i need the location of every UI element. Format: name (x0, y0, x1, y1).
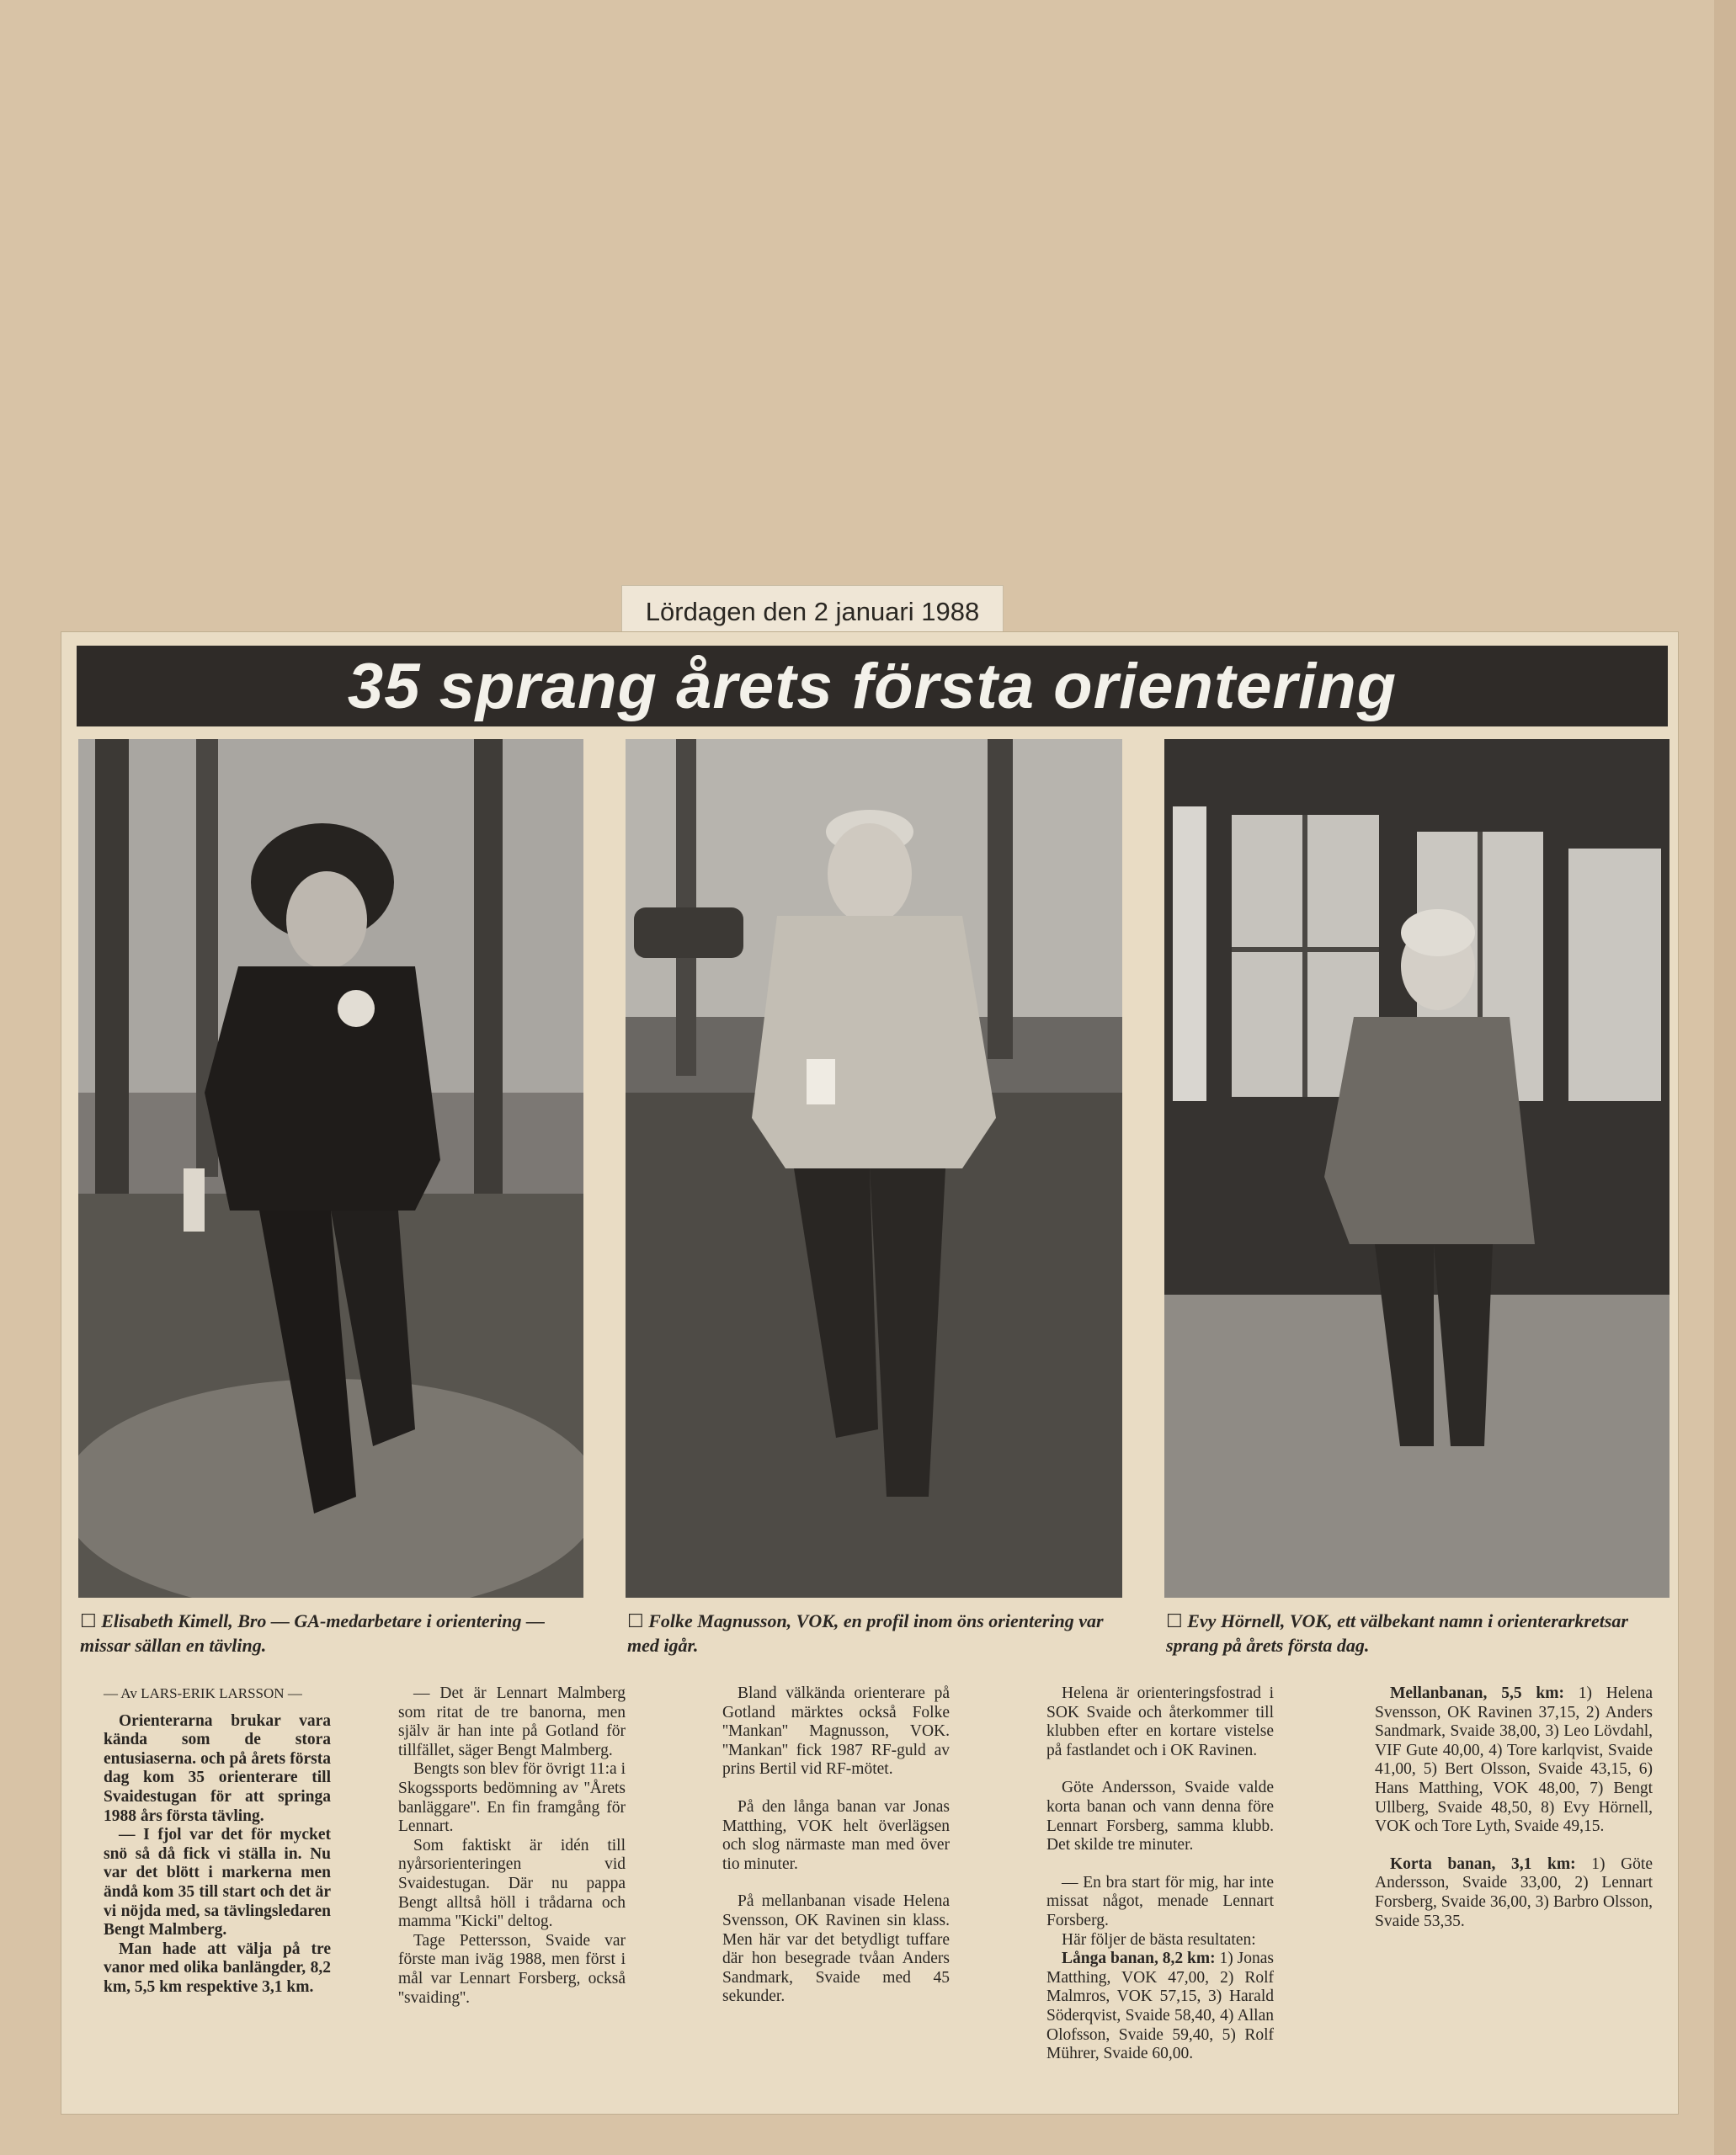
article-paragraph: Tage Pettersson, Svaide var förste man iväg 1988, men först i mål var Lennart Forsberg, också ''svaiding''. (398, 1931, 626, 2007)
article-paragraph: Man hade att välja på tre vanor med olika banlängder, 8,2 km, 5,5 km respektive 3,1 km. (104, 1940, 331, 1996)
byline: — Av LARS-ERIK LARSSON — (104, 1685, 302, 1701)
results-mid-text: 1) Helena Svensson, OK Ravinen 37,15, 2) Anders Sandmark, Svaide 38,00, 3) Leo Lövdahl, VIF Gute 40,00, 4) Tore karlqvist, Svaide 41,00, 5) Bert Olsson, Svaide 43,15, 6) Hans Matthing, VOK 48,00, 7) Bengt Ullberg, Svaide 48,50, 8) Evy Hörnell, VOK och Tore Lyth, Svaide 49,15. (1375, 1684, 1653, 1836)
article-paragraph: Orienterarna brukar vara kända som de stora entusiaserna. och på årets första dag kom 35 orienterare till Svaidestugan för att springa 1988 års första tävling. (104, 1711, 331, 1825)
caption-photo-1 (80, 1609, 585, 1657)
photo-runner-man (626, 739, 1122, 1598)
results-mid-label: Mellanbanan, 5,5 km: (1390, 1684, 1564, 1702)
date-clipping: Lördagen den 2 januari 1988 (621, 585, 1004, 639)
article-paragraph: På mellanbanan visade Helena Svensson, OK Ravinen sin klass. Men här var det betydligt tuffare där hon besegrade tvåan Anders Sandmark, Svaide med 45 sekunder. (722, 1892, 950, 2006)
article-column-5 (1375, 1684, 1653, 1950)
photo-runner-woman-2 (1164, 739, 1669, 1598)
scrapbook-page-edge (1714, 0, 1736, 2155)
caption-text: Folke Magnusson, VOK, en profil inom öns orientering var med igår. (627, 1610, 1104, 1656)
article-paragraph: På den långa banan var Jonas Matthing, VOK helt överlägsen och slog närmaste man med över tio minuter. (722, 1797, 950, 1873)
results-short-text: 1) Göte Andersson, Svaide 33,00, 2) Lennart Forsberg, Svaide 36,00, 3) Barbro Olsson, Svaide 53,35. (1375, 1854, 1653, 1930)
results-mid (1375, 1684, 1653, 1837)
results-long (1046, 1950, 1274, 2064)
article-paragraph: Bengts son blev för övrigt 11:a i Skogssports bedömning av ''Årets banläggare''. En fin framgång för Lennart. (398, 1760, 626, 1836)
article-paragraph: Här följer de bästa resultaten: (1062, 1930, 1256, 1949)
article-paragraph: — En bra start för mig, har inte missat något, menade Lennart Forsberg. (1046, 1873, 1274, 1929)
newspaper-clipping (61, 631, 1679, 2115)
results-long-label: Långa banan, 8,2 km: (1062, 1950, 1216, 1968)
caption-text: Elisabeth Kimell, Bro — GA-medarbetare i orientering — missar sällan en tävling. (80, 1610, 546, 1656)
caption-photo-2 (627, 1609, 1132, 1657)
caption-box-icon: ☐ (1166, 1610, 1188, 1631)
article-paragraph: — Det är Lennart Malmberg som ritat de tre banorna, men själv är han inte på Gotland för tillfället, säger Bengt Malmberg. (398, 1684, 626, 1759)
caption-text: Evy Hörnell, VOK, ett välbekant namn i orienterarkretsar sprang på årets första dag. (1166, 1610, 1628, 1656)
article-column-3 (722, 1684, 950, 2025)
caption-photo-3 (1166, 1609, 1671, 1657)
article-paragraph: Bland välkända orienterare på Gotland märktes också Folke ''Mankan'' Magnusson, VOK. ''Mankan'' fick 1987 RF-guld av prins Bertil vid RF-mötet. (722, 1684, 950, 1779)
photo-runner-woman (78, 739, 583, 1598)
article-paragraph: Som faktiskt är idén till nyårsorienteringen vid Svaidestugan. Där nu pappa Bengt alltså höll i trådarna och mamma ''Kicki'' deltog. (398, 1836, 626, 1931)
caption-box-icon: ☐ (80, 1610, 102, 1631)
caption-box-icon: ☐ (627, 1610, 649, 1631)
article-column-4 (1046, 1684, 1274, 2064)
results-short (1375, 1855, 1653, 1931)
results-long-text: 1) Jonas Matthing, VOK 47,00, 2) Rolf Malmros, VOK 57,15, 3) Harald Söderqvist, Svaide 58,40, 4) Allan Olofsson, Svaide 59,40, 5) Rolf Mührer, Svaide 60,00. (1046, 1950, 1274, 2063)
article-paragraph: — I fjol var det för mycket snö så då fick vi ställa in. Nu var det blött i markerna men ändå kom 35 till start och det är vi nöjda med, sa tävlingsledaren Bengt Malmberg. (104, 1826, 331, 1940)
article-paragraph: Helena är orienteringsfostrad i SOK Svaide och återkommer till klubben efter en kortare vistelse på fastlandet och i OK Ravinen. (1046, 1684, 1274, 1759)
headline: 35 sprang årets första orientering (77, 646, 1668, 726)
article-column-1 (104, 1684, 331, 1998)
article-paragraph: Göte Andersson, Svaide valde korta banan och vann denna före Lennart Forsberg, samma klubb. Det skilde tre minuter. (1046, 1779, 1274, 1854)
article-column-2 (398, 1684, 626, 2008)
results-short-label: Korta banan, 3,1 km: (1390, 1854, 1576, 1873)
